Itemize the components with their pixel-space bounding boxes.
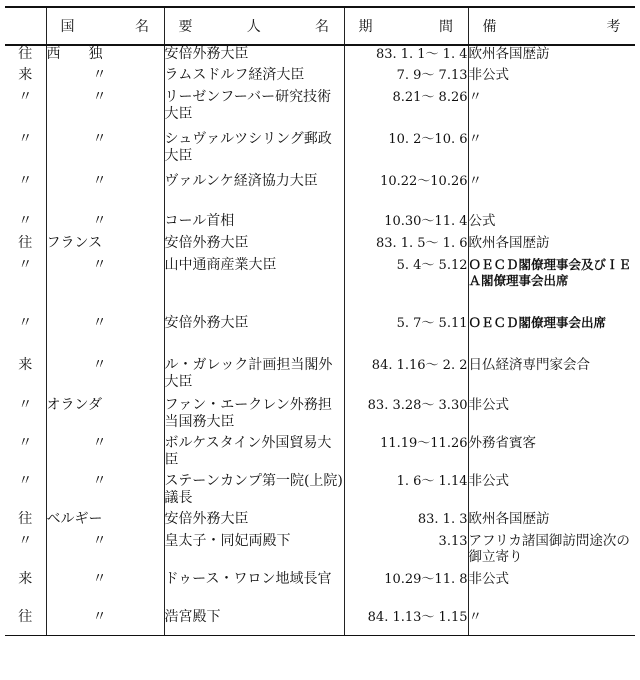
direction-cell: 来	[18, 357, 33, 373]
note-cell: 日仏経済専門家会合	[468, 357, 635, 397]
period-cell: 7. 9～ 7.13	[344, 67, 468, 89]
official-cell: ドゥース・ワロン地域長官	[164, 571, 344, 609]
period-cell: 10.29～11. 8	[344, 571, 468, 609]
note-cell: 欧州各国歴訪	[468, 45, 635, 67]
header-country-char: 名	[135, 19, 150, 35]
official-cell: 皇太子・同妃両殿下	[164, 533, 344, 571]
table-row	[5, 315, 635, 357]
table-row	[5, 213, 635, 235]
note-cell: 非公式	[468, 67, 635, 89]
table-row	[5, 533, 635, 571]
country-cell: 〃	[46, 89, 164, 131]
note-cell: 外務省賓客	[468, 435, 635, 473]
official-cell: 浩宮殿下	[164, 609, 344, 635]
visits-table	[5, 6, 635, 636]
direction-cell: 来	[18, 67, 33, 83]
period-cell: 1. 6～ 1.14	[344, 473, 468, 511]
direction-cell: 〃	[18, 315, 33, 331]
table-row	[5, 357, 635, 397]
note-cell: 非公式	[468, 571, 635, 609]
table-row	[5, 89, 635, 131]
official-cell: 安倍外務大臣	[164, 45, 344, 67]
note-cell: 非公式	[468, 397, 635, 435]
table-body	[5, 45, 635, 635]
direction-cell: 〃	[18, 173, 33, 189]
direction-cell: 〃	[18, 89, 33, 105]
note-cell: ＯＥＣＤ閣僚理事会及びＩＥＡ閣僚理事会出席	[468, 257, 635, 315]
note-cell: 〃	[468, 131, 635, 173]
table-row	[5, 571, 635, 609]
country-cell: 〃	[46, 173, 164, 213]
official-cell: 安倍外務大臣	[164, 511, 344, 533]
table-row	[5, 473, 635, 511]
header-country-char: 国	[60, 19, 75, 35]
table-row	[5, 397, 635, 435]
country-cell: 〃	[46, 213, 164, 235]
direction-cell: 〃	[18, 131, 33, 147]
official-cell: 山中通商産業大臣	[164, 257, 344, 315]
period-cell: 10.30～11. 4	[344, 213, 468, 235]
note-cell: 〃	[468, 173, 635, 213]
table-row	[5, 257, 635, 315]
header-note-char: 備	[482, 19, 497, 35]
direction-cell: 〃	[18, 257, 33, 273]
direction-cell: 往	[18, 235, 33, 251]
header-official-char: 名	[315, 19, 330, 35]
note-cell: 欧州各国歴訪	[468, 511, 635, 533]
country-cell: 〃	[46, 435, 164, 473]
direction-cell: 往	[5, 609, 46, 635]
direction-cell: 〃	[18, 473, 33, 489]
note-cell: アフリカ諸国御訪問途次の御立寄り	[468, 533, 635, 571]
header-period-char: 期	[358, 19, 373, 35]
table-row	[5, 435, 635, 473]
direction-cell: 往	[18, 46, 33, 62]
country-cell: 〃	[46, 131, 164, 173]
header-period	[344, 7, 468, 45]
header-period-char: 間	[439, 19, 454, 35]
official-cell: ラムスドルフ経済大臣	[164, 67, 344, 89]
country-cell: 西 独	[46, 45, 164, 67]
direction-cell: 〃	[18, 533, 33, 549]
country-cell: オランダ	[46, 397, 164, 435]
table-row	[5, 131, 635, 173]
country-cell: 〃	[46, 571, 164, 609]
official-cell: ヴァルンケ経済協力大臣	[164, 173, 344, 213]
period-cell: 8.21～ 8.26	[344, 89, 468, 131]
official-cell: コール首相	[164, 213, 344, 235]
country-cell: 〃	[46, 67, 164, 89]
direction-cell: 〃	[18, 397, 33, 413]
country-cell: 〃	[46, 357, 164, 397]
header-note	[468, 7, 635, 45]
table-row	[5, 235, 635, 257]
country-cell: ベルギー	[46, 511, 164, 533]
period-cell: 83. 1. 5～ 1. 6	[344, 235, 468, 257]
country-cell: 〃	[46, 257, 164, 315]
official-cell: ファン・エークレン外務担当国務大臣	[164, 397, 344, 435]
header-official	[164, 7, 344, 45]
table-row	[5, 173, 635, 213]
period-cell: 5. 4～ 5.12	[344, 257, 468, 315]
official-cell: ル・ガレック計画担当閣外大臣	[164, 357, 344, 397]
header-official-char: 要	[178, 19, 193, 35]
note-cell: 非公式	[468, 473, 635, 511]
note-cell: 欧州各国歴訪	[468, 235, 635, 257]
period-cell: 5. 7～ 5.11	[344, 315, 468, 357]
period-cell: 83. 1. 1～ 1. 4	[344, 45, 468, 67]
direction-cell: 〃	[18, 435, 33, 451]
period-cell: 3.13	[344, 533, 468, 571]
header-official-char: 人	[246, 19, 262, 35]
official-cell: ステーンカンプ第一院(上院)議長	[164, 473, 344, 511]
period-cell: 83. 1. 3	[344, 511, 468, 533]
table-row	[5, 609, 635, 635]
note-cell: 〃	[468, 89, 635, 131]
official-cell: ボルケスタイン外国貿易大臣	[164, 435, 344, 473]
country-cell: 〃	[46, 315, 164, 357]
period-cell: 83. 3.28～ 3.30	[344, 397, 468, 435]
note-cell: ＯＥＣＤ閣僚理事会出席	[468, 315, 635, 357]
table-row	[5, 67, 635, 89]
header-direction	[5, 7, 46, 45]
table-row	[5, 45, 635, 67]
period-cell: 84. 1.16～ 2. 2	[344, 357, 468, 397]
country-cell: フランス	[46, 235, 164, 257]
country-cell: 〃	[46, 473, 164, 511]
official-cell: リーゼンフーバー研究技術大臣	[164, 89, 344, 131]
country-cell: 〃	[46, 533, 164, 571]
official-cell: シュヴァルツシリング郵政大臣	[164, 131, 344, 173]
header-note-char: 考	[606, 19, 621, 35]
direction-cell: 来	[18, 571, 33, 587]
direction-cell: 往	[18, 511, 33, 527]
official-cell: 安倍外務大臣	[164, 235, 344, 257]
period-cell: 10. 2～10. 6	[344, 131, 468, 173]
period-cell: 11.19～11.26	[344, 435, 468, 473]
official-cell: 安倍外務大臣	[164, 315, 344, 357]
direction-cell: 〃	[18, 213, 33, 229]
header-country	[46, 7, 164, 45]
header-row	[5, 7, 635, 45]
note-cell: 〃	[468, 609, 635, 635]
period-cell: 84. 1.13～ 1.15	[344, 609, 468, 635]
country-cell: 〃	[46, 609, 164, 635]
note-cell: 公式	[468, 213, 635, 235]
table-row	[5, 511, 635, 533]
period-cell: 10.22～10.26	[344, 173, 468, 213]
